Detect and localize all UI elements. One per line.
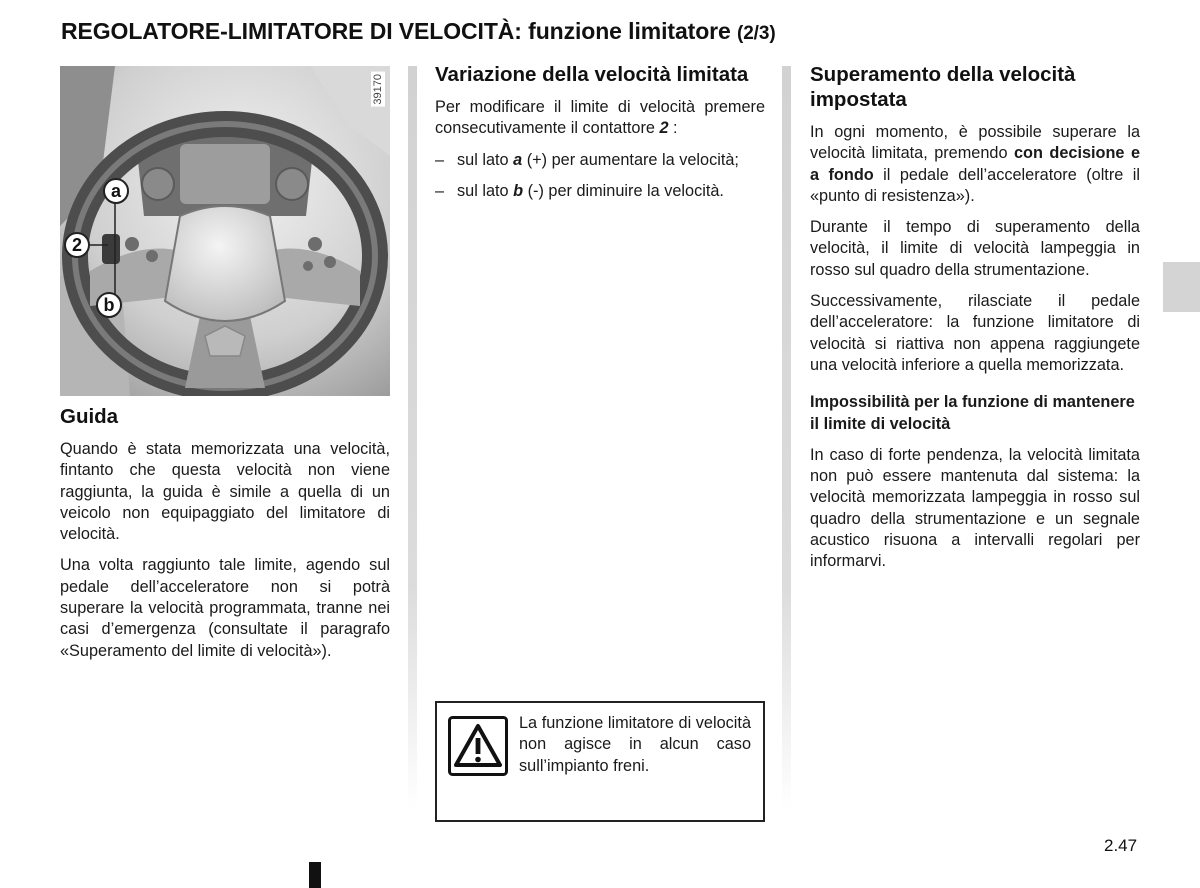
warning-triangle-icon xyxy=(448,716,508,776)
list-item-text: sul lato xyxy=(457,150,514,169)
p1-tail: il pedale dell’acceleratore (oltre il «punto di resistenza»). xyxy=(810,165,1140,205)
superamento-paragraph-1 xyxy=(810,122,1140,207)
superamento-heading: Superamento della velocità impostata xyxy=(810,63,1076,111)
warning-text: La funzione limitatore di velocità non agisce in alcun caso sull’impianto freni. xyxy=(519,714,751,775)
middle-column xyxy=(435,62,765,212)
list-item-tail: (-) per diminuire la velocità. xyxy=(523,181,724,200)
superamento-paragraph-4: In caso di forte pendenza, la velocità limitata non può essere mantenuta dal sistema: la velocità memorizzata lampeggia in rosso sul quadro della strumentazione e un segnale acustico risuona a intervalli regolari per informarvi. xyxy=(810,445,1140,571)
callout-a: a xyxy=(103,178,129,204)
variazione-list xyxy=(435,150,765,203)
list-item-key: a xyxy=(513,150,523,169)
variazione-heading: Variazione della velocità limitata xyxy=(435,63,749,86)
list-item xyxy=(435,181,765,202)
page-title-suffix: (2/3) xyxy=(736,23,776,44)
page-title xyxy=(61,18,776,45)
guida-paragraph-2: Una volta raggiunto tale limite, agendo sul pedale dell’acceleratore non si potrà superare la velocità programmata, tranne nei casi d’emergenza (consultate il paragrafo «Superamento del limite di velocità»). xyxy=(60,556,390,660)
right-column xyxy=(810,62,1140,583)
p1-bold: con decisione e a fondo xyxy=(810,144,1140,184)
figure-code: 39170 xyxy=(372,74,384,105)
intro-tail: : xyxy=(668,119,678,138)
column-separator xyxy=(782,66,791,810)
column-separator xyxy=(408,66,417,810)
list-item-tail: (+) per aumentare la velocità; xyxy=(522,150,739,169)
intro-key: 2 xyxy=(659,119,669,138)
superamento-paragraph-2: Durante il tempo di superamento della velocità, il limite di velocità lampeggia in rosso sul quadro della strumentazione. xyxy=(810,218,1140,279)
print-crop-mark xyxy=(309,862,321,888)
page-title-text: REGOLATORE-LIMITATORE DI VELOCITÀ: funzione limitatore xyxy=(61,18,731,44)
dash-mark: – xyxy=(435,181,445,200)
page-number: 2.47 xyxy=(1104,836,1138,855)
callout-b: b xyxy=(96,292,122,318)
dash-mark: – xyxy=(435,150,445,169)
left-column xyxy=(60,66,390,672)
guida-heading: Guida xyxy=(60,405,119,428)
intro-text: Per modificare il limite di velocità premere consecutivamente il contattore xyxy=(435,98,765,138)
list-item-key: b xyxy=(513,181,524,200)
superamento-subheading: Impossibilità per la funzione di mantenere il limite di velocità xyxy=(810,393,1135,433)
list-item-text: sul lato xyxy=(457,181,514,200)
guida-paragraph-1: Quando è stata memorizzata una velocità, fintanto che questa velocità non viene raggiunta, la guida è simile a quella di un veicolo non equipaggiato del limitatore di velocità. xyxy=(60,440,390,544)
list-item xyxy=(435,150,765,171)
steering-wheel-figure xyxy=(60,66,390,396)
callout-2: 2 xyxy=(64,232,90,258)
p1-text: In ogni momento, è possibile superare la velocità limitata, premendo xyxy=(810,123,1140,163)
variazione-intro xyxy=(435,97,765,140)
superamento-paragraph-3: Successivamente, rilasciate il pedale dell’acceleratore: la funzione limitatore di velocità si riattiva non appena raggiungete una velocità inferiore a quella memorizzata. xyxy=(810,292,1140,374)
chapter-tab xyxy=(1163,262,1200,312)
steering-wheel-illustration xyxy=(60,66,390,396)
warning-box xyxy=(435,701,765,822)
